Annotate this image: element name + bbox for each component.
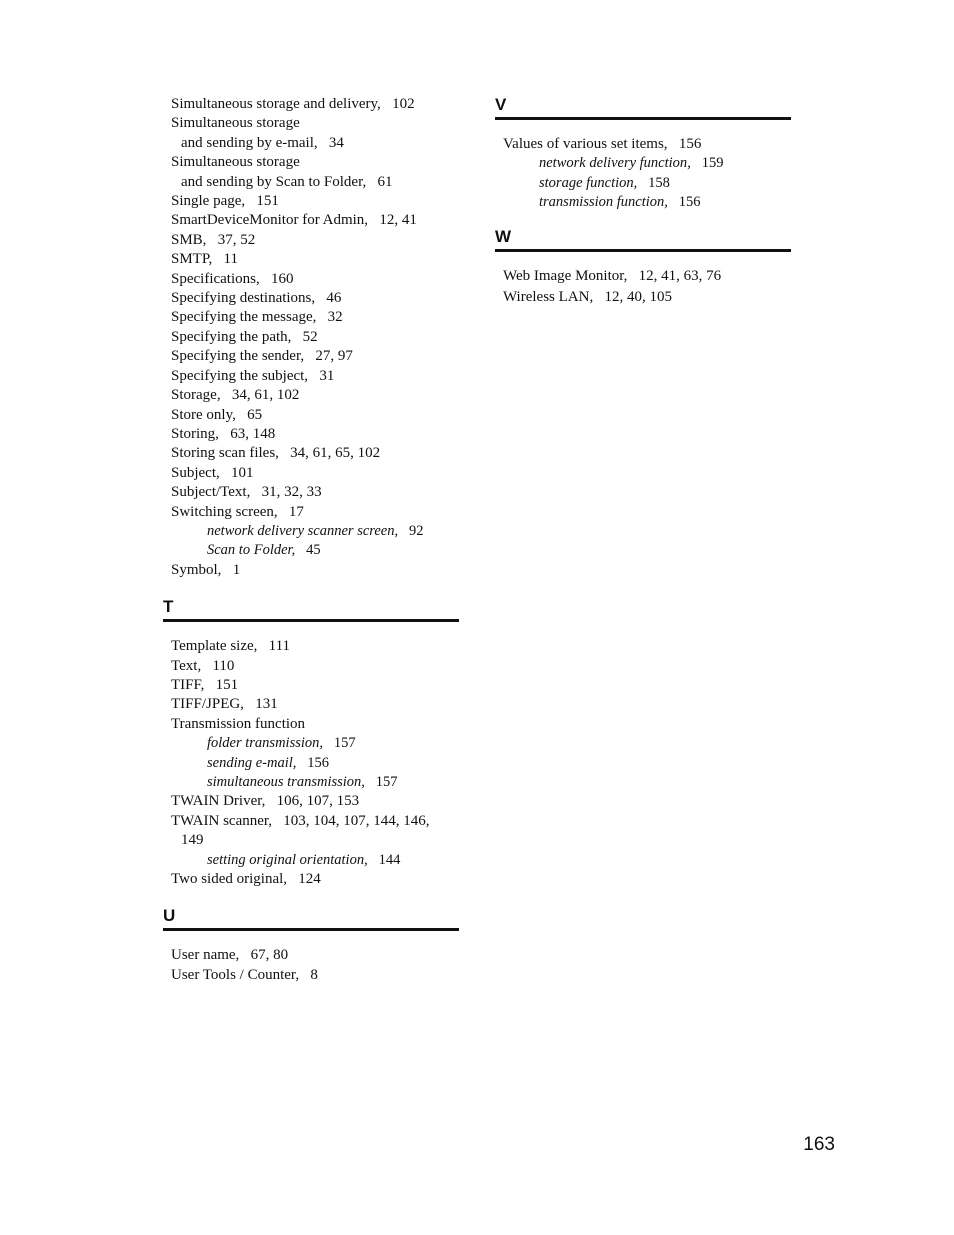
index-subentry: network delivery scanner screen, 92: [207, 522, 424, 539]
index-entry: TWAIN scanner, 103, 104, 107, 144, 146,: [171, 812, 430, 829]
index-subentry: network delivery function, 159: [539, 155, 724, 172]
index-entry: User name, 67, 80: [171, 947, 289, 964]
index-entry: Storing scan files, 34, 61, 65, 102: [171, 445, 381, 462]
index-entry: Store only, 65: [171, 406, 263, 423]
index-entry: Template size, 111: [171, 638, 291, 655]
index-entry: TIFF/JPEG, 131: [171, 696, 278, 713]
index-entry: TIFF, 151: [171, 676, 239, 693]
index-entry: TWAIN Driver, 106, 107, 153: [171, 793, 360, 810]
index-entry: Subject, 101: [171, 464, 254, 481]
section-heading-u: U: [163, 906, 459, 931]
section-heading-w: W: [495, 227, 791, 252]
index-entry: Web Image Monitor, 12, 41, 63, 76: [503, 267, 722, 284]
section-heading-v: V: [495, 95, 791, 120]
index-entry: Specifying the sender, 27, 97: [171, 348, 353, 365]
index-entry: Simultaneous storage: [171, 115, 300, 132]
index-entry: Simultaneous storage and delivery, 102: [171, 96, 415, 112]
index-entry: Transmission function: [171, 715, 306, 732]
index-entry: Subject/Text, 31, 32, 33: [171, 484, 322, 501]
index-subentry: storage function, 158: [539, 174, 670, 191]
index-entry-continuation: and sending by Scan to Folder, 61: [181, 173, 393, 190]
section-heading-t: T: [163, 597, 459, 622]
index-entry: Text, 110: [171, 657, 235, 674]
index-entry: Specifying the path, 52: [171, 328, 318, 345]
index-subentry: setting original orientation, 144: [207, 851, 401, 868]
index-entry: Specifying the message, 32: [171, 309, 343, 326]
index-entry: Values of various set items, 156: [503, 136, 702, 152]
index-entry: Storage, 34, 61, 102: [171, 387, 300, 404]
index-entry: Storing, 63, 148: [171, 425, 276, 442]
index-column-left: [163, 95, 459, 985]
index-subentry: Scan to Folder, 45: [207, 542, 321, 559]
index-entry: SMB, 37, 52: [171, 231, 256, 248]
index-entry-continuation: and sending by e-mail, 34: [181, 134, 344, 151]
index-entry: User Tools / Counter, 8: [171, 966, 318, 983]
index-subentry: simultaneous transmission, 157: [207, 774, 398, 790]
index-entry: Specifying destinations, 46: [171, 290, 342, 307]
index-column-right: [495, 95, 791, 307]
index-entry: Switching screen, 17: [171, 503, 304, 520]
index-entry: SMTP, 11: [171, 251, 238, 268]
index-subentry: folder transmission, 157: [207, 735, 356, 752]
index-entry: Wireless LAN, 12, 40, 105: [503, 289, 672, 306]
index-entry: Two sided original, 124: [171, 871, 321, 888]
index-entry: Simultaneous storage: [171, 154, 300, 171]
index-entry: Specifying the subject, 31: [171, 367, 335, 384]
index-subentry: sending e-mail, 156: [207, 754, 330, 771]
index-entry: Single page, 151: [171, 193, 279, 210]
index-entry: Specifications, 160: [171, 270, 294, 287]
index-entry: Symbol, 1: [171, 561, 241, 578]
page-number: 163: [803, 1134, 835, 1155]
index-entry: SmartDeviceMonitor for Admin, 12, 41: [171, 212, 417, 229]
index-entry-continuation: 149: [181, 832, 204, 849]
index-subentry: transmission function, 156: [539, 194, 701, 211]
